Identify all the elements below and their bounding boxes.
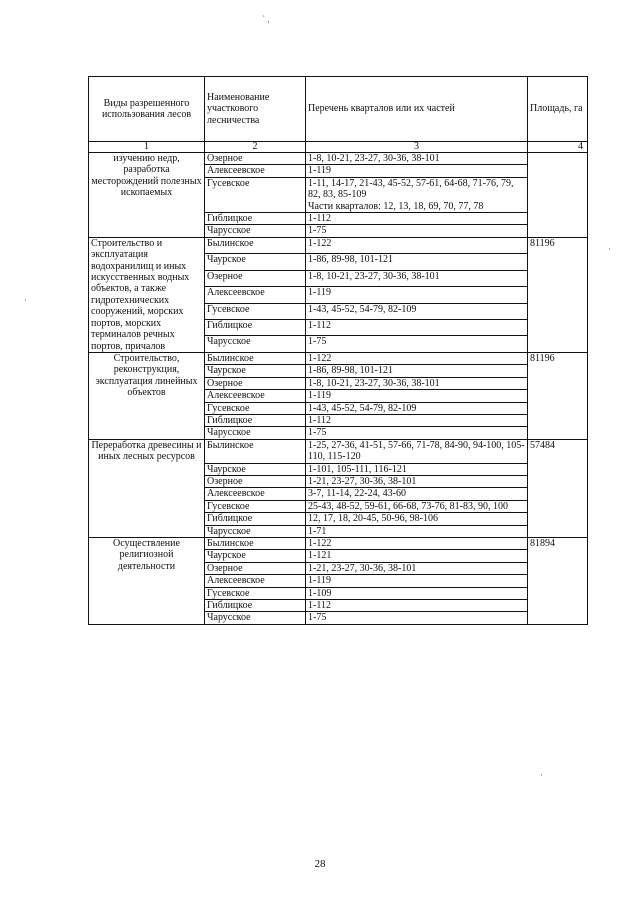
quarters-cell: 1-112 xyxy=(306,213,528,225)
quarters-cell: 1-112 xyxy=(306,414,528,426)
use-type-cell: Строительство и эксплуатация водохранилищ и иных искусственных водных объектов, а также гидротехнических сооружений, морских портов, морских терминалов речных портов, причалов xyxy=(89,237,205,352)
forestry-cell: Озерное xyxy=(205,562,306,574)
forestry-cell: Чаурское xyxy=(205,365,306,377)
table-row xyxy=(89,352,588,364)
quarters-cell: 1-86, 89-98, 101-121 xyxy=(306,365,528,377)
quarters-cell: 12, 17, 18, 20-45, 50-96, 98-106 xyxy=(306,513,528,525)
quarters-cell: 1-119 xyxy=(306,165,528,177)
forestry-cell: Гиблицкое xyxy=(205,600,306,612)
quarters-cell: 1-71 xyxy=(306,525,528,537)
forestry-cell: Гусевское xyxy=(205,402,306,414)
forestry-cell: Чаурское xyxy=(205,463,306,475)
quarters-cell: 1-101, 105-111, 116-121 xyxy=(306,463,528,475)
area-cell xyxy=(528,153,588,238)
forestry-cell: Чарусское xyxy=(205,225,306,237)
forestry-cell: Алексеевское xyxy=(205,390,306,402)
forestry-cell: Чарусское xyxy=(205,612,306,624)
forestry-cell: Алексеевское xyxy=(205,287,306,303)
table-row xyxy=(89,439,588,463)
forestry-cell: Гусевское xyxy=(205,303,306,319)
forestry-cell: Былинское xyxy=(205,538,306,550)
forestry-cell: Гусевское xyxy=(205,500,306,512)
quarters-cell: 1-43, 45-52, 54-79, 82-109 xyxy=(306,303,528,319)
forestry-cell: Алексеевское xyxy=(205,488,306,500)
table-row xyxy=(89,538,588,550)
forestry-cell: Чаурское xyxy=(205,550,306,562)
forest-use-table xyxy=(88,76,588,625)
forestry-cell: Алексеевское xyxy=(205,575,306,587)
quarters-cell: 1-8, 10-21, 23-27, 30-36, 38-101 xyxy=(306,153,528,165)
forestry-cell: Озерное xyxy=(205,377,306,389)
scan-speck: · xyxy=(608,244,611,254)
use-type-cell: Строительство, реконструкция, эксплуатация линейных объектов xyxy=(89,352,205,439)
area-cell: 81196 xyxy=(528,237,588,352)
quarters-cell: 1-112 xyxy=(306,320,528,336)
scan-speck: · xyxy=(540,770,543,780)
forestry-cell: Гиблицкое xyxy=(205,414,306,426)
quarters-cell: 1-25, 27-36, 41-51, 57-66, 71-78, 84-90, 94-100, 105-110, 115-120 xyxy=(306,439,528,463)
forestry-cell: Гиблицкое xyxy=(205,213,306,225)
table-row xyxy=(89,237,588,253)
forestry-cell: Гиблицкое xyxy=(205,513,306,525)
forestry-cell: Гиблицкое xyxy=(205,320,306,336)
forestry-cell: Чарусское xyxy=(205,427,306,439)
quarters-cell: 1-21, 23-27, 30-36, 38-101 xyxy=(306,562,528,574)
forestry-cell: Озерное xyxy=(205,153,306,165)
quarters-cell: 1-86, 89-98, 101-121 xyxy=(306,254,528,270)
column-number: 2 xyxy=(205,142,306,153)
quarters-cell: 1-75 xyxy=(306,336,528,352)
quarters-cell: 3-7, 11-14, 22-24, 43-60 xyxy=(306,488,528,500)
header-forestry-name: Наименование участкового лесничества xyxy=(205,77,306,142)
forestry-cell: Гусевское xyxy=(205,587,306,599)
forestry-cell: Былинское xyxy=(205,237,306,253)
quarters-cell: 1-8, 10-21, 23-27, 30-36, 38-101 xyxy=(306,270,528,286)
column-number: 3 xyxy=(306,142,528,153)
forestry-cell: Озерное xyxy=(205,270,306,286)
quarters-cell: 1-121 xyxy=(306,550,528,562)
forestry-cell: Озерное xyxy=(205,475,306,487)
header-area: Площадь, га xyxy=(528,77,588,142)
quarters-cell: 25-43, 48-52, 59-61, 66-68, 73-76, 81-83, 90, 100 xyxy=(306,500,528,512)
quarters-cell: 1-109 xyxy=(306,587,528,599)
area-cell: 81196 xyxy=(528,352,588,439)
quarters-cell: 1-8, 10-21, 23-27, 30-36, 38-101 xyxy=(306,377,528,389)
page-number: 28 xyxy=(314,858,326,870)
forestry-cell: Гусевское xyxy=(205,177,306,212)
scan-speck: ` , xyxy=(262,14,270,24)
forestry-cell: Чарусское xyxy=(205,525,306,537)
table-row xyxy=(89,153,588,165)
use-type-cell: Осуществление религиозной деятельности xyxy=(89,538,205,625)
column-number: 1 xyxy=(89,142,205,153)
scan-speck: · xyxy=(24,295,27,305)
use-type-cell: Переработка древесины и иных лесных ресурсов xyxy=(89,439,205,537)
quarters-cell: 1-11, 14-17, 21-43, 45-52, 57-61, 64-68, 71-76, 79, 82, 83, 85-109 Части кварталов: 12, 13, 18, 69, 70, 77, 78 xyxy=(306,177,528,212)
area-cell: 81894 xyxy=(528,538,588,625)
quarters-cell: 1-21, 23-27, 30-36, 38-101 xyxy=(306,475,528,487)
quarters-cell: 1-75 xyxy=(306,612,528,624)
forestry-cell: Чаурское xyxy=(205,254,306,270)
header-quarters-list: Перечень кварталов или их частей xyxy=(306,77,528,142)
quarters-cell: 1-119 xyxy=(306,390,528,402)
area-cell: 57484 xyxy=(528,439,588,537)
column-number: 4 xyxy=(528,142,588,153)
quarters-cell: 1-119 xyxy=(306,287,528,303)
quarters-cell: 1-122 xyxy=(306,538,528,550)
table-header-row xyxy=(89,77,588,142)
forestry-cell: Былинское xyxy=(205,352,306,364)
forestry-cell: Алексеевское xyxy=(205,165,306,177)
quarters-cell: 1-112 xyxy=(306,600,528,612)
quarters-cell: 1-43, 45-52, 54-79, 82-109 xyxy=(306,402,528,414)
column-number-row xyxy=(89,142,588,153)
quarters-cell: 1-122 xyxy=(306,352,528,364)
quarters-cell: 1-122 xyxy=(306,237,528,253)
use-type-cell: изучению недр, разработка месторождений полезных ископаемых xyxy=(89,153,205,238)
forestry-cell: Былинское xyxy=(205,439,306,463)
quarters-cell: 1-119 xyxy=(306,575,528,587)
header-use-type: Виды разрешенного использования лесов xyxy=(89,77,205,142)
quarters-cell: 1-75 xyxy=(306,225,528,237)
forestry-cell: Чарусское xyxy=(205,336,306,352)
quarters-cell: 1-75 xyxy=(306,427,528,439)
